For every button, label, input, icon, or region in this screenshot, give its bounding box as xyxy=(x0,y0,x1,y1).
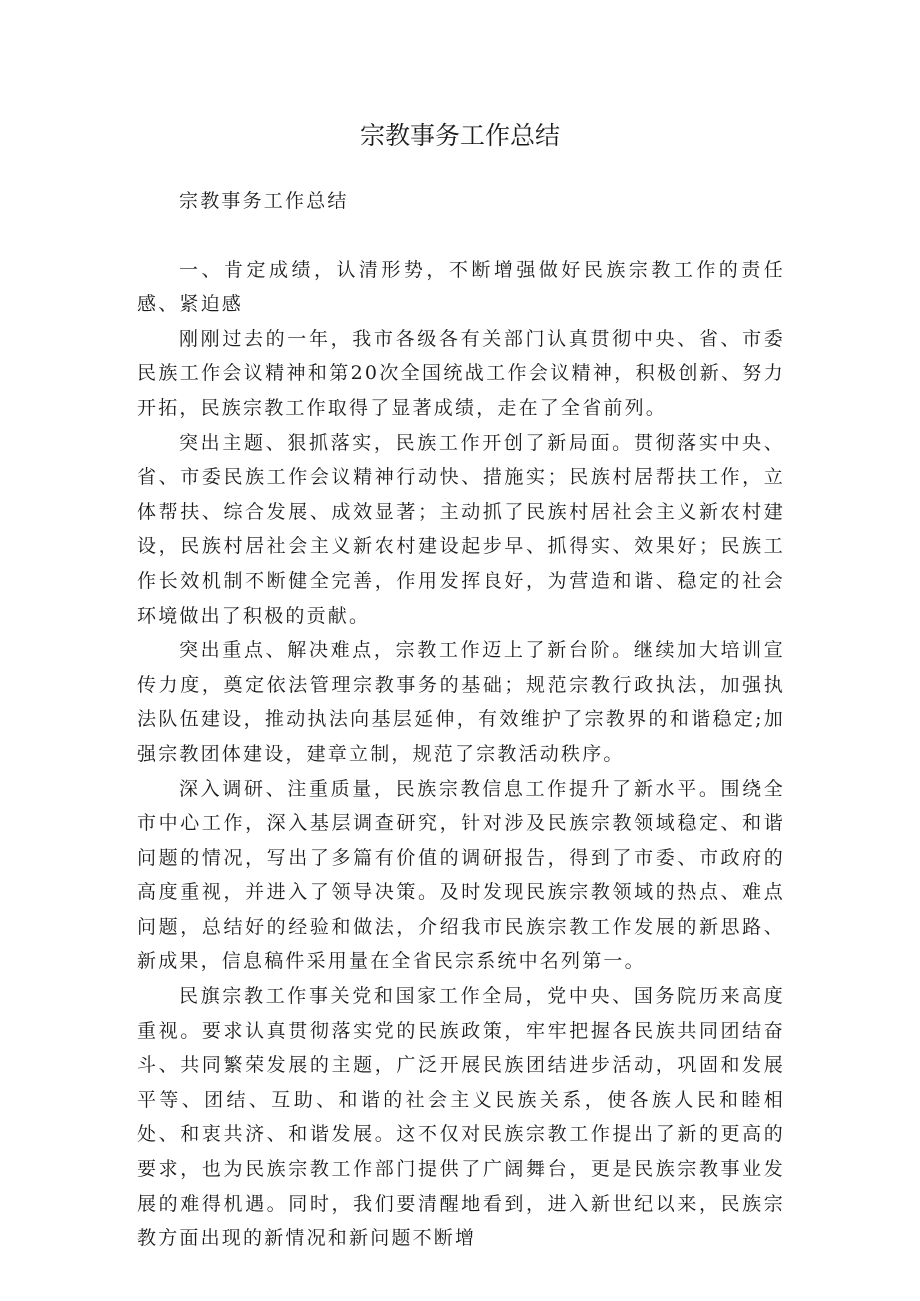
document-body xyxy=(137,184,785,1256)
paragraph-2: 突出主题、狠抓落实，民族工作开创了新局面。贯彻落实中央、省、市委民族工作会议精神行动快、措施实；民族村居帮扶工作，立体帮扶、综合发展、成效显著；主动抓了民族村居社会主义新农村建设，民族村居社会主义新农村建设起步早、抓得实、效果好；民族工作长效机制不断健全完善，作用发挥良好，为营造和谐、稳定的社会环境做出了积极的贡献。 xyxy=(137,431,785,627)
section-heading: 一、肯定成绩，认清形势，不断增强做好民族宗教工作的责任感、紧迫感 xyxy=(137,258,785,316)
paragraph-4: 深入调研、注重质量，民族宗教信息工作提升了新水平。围绕全市中心工作，深入基层调查研究，针对涉及民族宗教领域稳定、和谐问题的情况，写出了多篇有价值的调研报告，得到了市委、市政府的高度重视，并进入了领导决策。及时发现民族宗教领域的热点、难点问题，总结好的经验和做法，介绍我市民族宗教工作发展的新思路、新成果，信息稿件采用量在全省民宗系统中名列第一。 xyxy=(137,777,785,973)
document-title: 宗教事务工作总结 xyxy=(359,121,560,150)
document-subtitle: 宗教事务工作总结 xyxy=(179,190,349,212)
paragraph-1: 刚刚过去的一年，我市各级各有关部门认真贯彻中央、省、市委民族工作会议精神和第20次全国统战工作会议精神，积极创新、努力开拓，民族宗教工作取得了显著成绩，走在了全省前列。 xyxy=(137,327,785,419)
paragraph-3: 突出重点、解决难点，宗教工作迈上了新台阶。继续加大培训宣传力度，奠定依法管理宗教事务的基础；规范宗教行政执法，加强执法队伍建设，推动执法向基层延伸，有效维护了宗教界的和谐稳定;加强宗教团体建设，建章立制，规范了宗教活动秩序。 xyxy=(137,639,785,765)
paragraph-5: 民旗宗教工作事关党和国家工作全局，党中央、国务院历来高度重视。要求认真贯彻落实党的民族政策，牢牢把握各民族共同团结奋斗、共同繁荣发展的主题，广泛开展民族团结进步活动，巩固和发展平等、团结、互助、和谐的社会主义民族关系，使各族人民和睦相处、和衷共济、和谐发展。这不仅对民族宗教工作提出了新的更高的要求，也为民族宗教工作部门提供了广阔舞台，更是民族宗教事业发展的难得机遇。同时，我们要清醒地看到，进入新世纪以来，民族宗教方面出现的新情况和新问题不断增 xyxy=(137,985,785,1250)
